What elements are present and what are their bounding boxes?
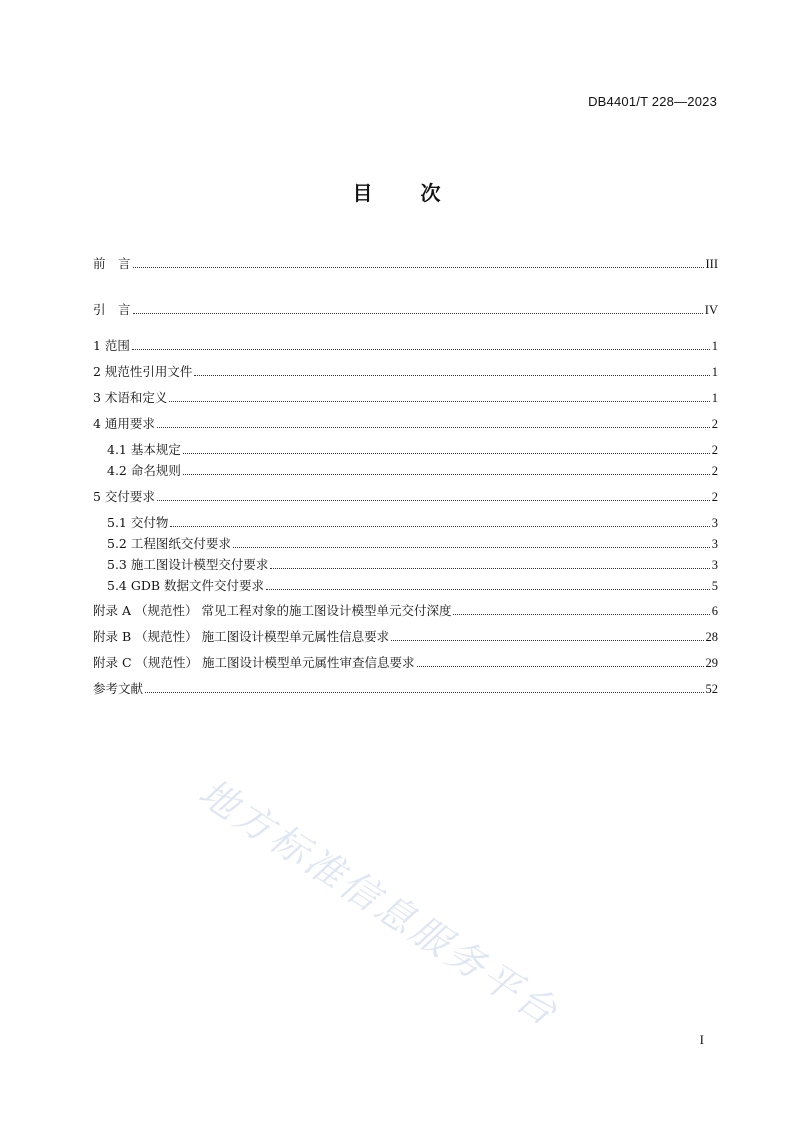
leader-dots bbox=[132, 349, 710, 350]
toc-entry-references[interactable] bbox=[93, 681, 718, 697]
toc-entry-page: 6 bbox=[711, 604, 718, 618]
toc-entry-5-1[interactable] bbox=[107, 515, 718, 531]
leader-dots bbox=[391, 640, 703, 641]
toc-entry-page: 2 bbox=[711, 490, 718, 504]
toc-entry-page: 2 bbox=[711, 443, 718, 457]
toc-entry-page: 2 bbox=[711, 417, 718, 431]
toc-entry-page: 1 bbox=[711, 365, 718, 379]
toc-entry-label: 5.1 交付物 bbox=[107, 515, 169, 530]
toc-entry-page: 1 bbox=[711, 339, 718, 353]
toc-entry-label: 附录 B （规范性） 施工图设计模型单元属性信息要求 bbox=[93, 629, 390, 644]
watermark: 地方标准信息服务平台 bbox=[191, 769, 568, 1036]
leader-dots bbox=[270, 568, 709, 569]
page-number: I bbox=[699, 1032, 704, 1047]
toc-entry-appendix-c[interactable] bbox=[93, 655, 718, 671]
toc-entry-page: 2 bbox=[711, 464, 718, 478]
leader-dots bbox=[133, 267, 704, 268]
toc-entry-2[interactable] bbox=[93, 364, 718, 380]
toc-entry-label: 4.1 基本规定 bbox=[107, 442, 181, 457]
leader-dots bbox=[145, 692, 703, 693]
toc-entry-label: 5.4 GDB 数据文件交付要求 bbox=[107, 578, 265, 593]
toc-entry-label: 引 言 bbox=[93, 302, 131, 317]
toc-entry-page: 28 bbox=[705, 630, 718, 644]
toc-entry-appendix-a[interactable] bbox=[93, 603, 718, 619]
toc-entry-label: 3 术语和定义 bbox=[93, 390, 168, 405]
toc-entry-label: 5.2 工程图纸交付要求 bbox=[107, 536, 231, 551]
toc-entry-page: 3 bbox=[711, 516, 718, 530]
toc-entry-introduction[interactable] bbox=[93, 302, 718, 318]
page-title bbox=[0, 177, 793, 206]
toc-entry-page: 29 bbox=[705, 656, 718, 670]
toc-entry-appendix-b[interactable] bbox=[93, 629, 718, 645]
toc-entry-page: III bbox=[705, 257, 718, 271]
toc-entry-4-2[interactable] bbox=[107, 463, 718, 479]
toc-entry-label: 附录 A （规范性） 常见工程对象的施工图设计模型单元交付深度 bbox=[93, 603, 452, 618]
toc-entry-label: 前 言 bbox=[93, 256, 131, 271]
toc-entry-page: 3 bbox=[711, 537, 718, 551]
document-code: DB4401/T 228—2023 bbox=[588, 94, 717, 109]
leader-dots bbox=[133, 313, 703, 314]
toc-entry-page: IV bbox=[704, 303, 718, 317]
leader-dots bbox=[157, 500, 710, 501]
toc-entry-label: 5.3 施工图设计模型交付要求 bbox=[107, 557, 269, 572]
leader-dots bbox=[183, 453, 710, 454]
toc-entry-label: 1 范围 bbox=[93, 338, 130, 353]
toc-entry-label: 4 通用要求 bbox=[93, 416, 155, 431]
toc-entry-foreword[interactable] bbox=[93, 256, 718, 272]
toc-entry-page: 1 bbox=[711, 391, 718, 405]
toc-entry-4-1[interactable] bbox=[107, 442, 718, 458]
toc-entry-5-2[interactable] bbox=[107, 536, 718, 552]
toc-entry-page: 52 bbox=[705, 682, 718, 696]
toc-entry-4[interactable] bbox=[93, 416, 718, 432]
leader-dots bbox=[157, 427, 710, 428]
toc-entry-label: 参考文献 bbox=[93, 681, 144, 696]
toc-entry-page: 3 bbox=[711, 558, 718, 572]
leader-dots bbox=[453, 614, 709, 615]
leader-dots bbox=[417, 666, 704, 667]
title-char-2: 次 bbox=[420, 181, 441, 205]
leader-dots bbox=[266, 589, 710, 590]
toc-entry-label: 2 规范性引用文件 bbox=[93, 364, 193, 379]
toc-entry-label: 5 交付要求 bbox=[93, 489, 155, 504]
leader-dots bbox=[233, 547, 710, 548]
toc-entry-label: 附录 C （规范性） 施工图设计模型单元属性审查信息要求 bbox=[93, 655, 415, 670]
leader-dots bbox=[169, 401, 709, 402]
toc-entry-5-3[interactable] bbox=[107, 557, 718, 573]
toc-entry-page: 5 bbox=[711, 579, 718, 593]
leader-dots bbox=[170, 526, 709, 527]
toc-entry-3[interactable] bbox=[93, 390, 718, 406]
toc-entry-5-4[interactable] bbox=[107, 578, 718, 594]
title-char-1: 目 bbox=[352, 181, 373, 205]
leader-dots bbox=[194, 375, 709, 376]
toc-entry-1[interactable] bbox=[93, 338, 718, 354]
toc-entry-label: 4.2 命名规则 bbox=[107, 463, 181, 478]
leader-dots bbox=[183, 474, 710, 475]
toc-entry-5[interactable] bbox=[93, 489, 718, 505]
